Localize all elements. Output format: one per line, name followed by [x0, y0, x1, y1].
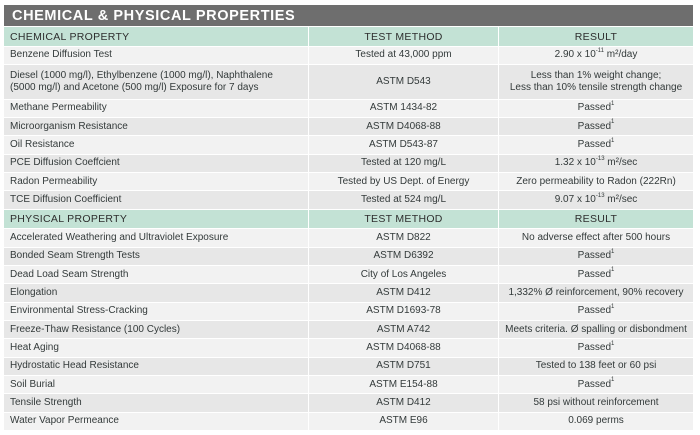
method-cell: ASTM E154-88	[309, 375, 499, 393]
property-text: Water Vapor Permeance	[10, 415, 119, 427]
property-text: Methane Permeability	[10, 102, 107, 114]
table-row	[4, 154, 694, 172]
page-title: CHEMICAL & PHYSICAL PROPERTIES	[4, 5, 694, 27]
physical-result-column-header: RESULT	[499, 209, 694, 228]
result-cell	[499, 136, 694, 154]
method-cell: ASTM D543-87	[309, 136, 499, 154]
table-row	[4, 339, 694, 357]
property-text: Radon Permeability	[10, 175, 98, 187]
table-row	[4, 173, 694, 191]
result-text: Less than 1% weight change;	[530, 69, 662, 81]
property-cell	[4, 65, 309, 100]
footnote-marker: 1	[611, 101, 615, 108]
table-row	[4, 375, 694, 393]
table-row	[4, 118, 694, 136]
result-cell	[499, 191, 694, 209]
property-text: PCE Diffusion Coeffcient	[10, 157, 120, 169]
property-cell	[4, 99, 309, 117]
result-text: Passed	[577, 250, 612, 262]
physical-header-row	[4, 209, 694, 228]
property-text: Dead Load Seam Strength	[10, 268, 129, 280]
property-cell	[4, 375, 309, 393]
table-row	[4, 46, 694, 64]
result-text: Passed	[577, 305, 612, 317]
result-cell	[499, 412, 694, 430]
footnote-marker: 1	[611, 303, 615, 310]
result-text: 0.069 perms	[568, 415, 624, 427]
footnote-marker: 1	[611, 248, 615, 255]
result-text: 1.32 x 10	[554, 157, 596, 169]
physical-property-column-header: PHYSICAL PROPERTY	[4, 209, 309, 228]
method-cell: City of Los Angeles	[309, 265, 499, 283]
method-cell: ASTM 1434-82	[309, 99, 499, 117]
chemical-method-column-header: TEST METHOD	[309, 27, 499, 46]
footnote-marker: 1	[611, 119, 615, 126]
property-text: Microorganism Resistance	[10, 120, 128, 132]
property-text: Bonded Seam Strength Tests	[10, 250, 140, 262]
property-cell	[4, 46, 309, 64]
result-text: Passed	[577, 102, 612, 114]
table-row	[4, 247, 694, 265]
result-unit: m²/sec	[604, 194, 638, 206]
table-row	[4, 265, 694, 283]
physical-method-column-header: TEST METHOD	[309, 209, 499, 228]
property-cell	[4, 247, 309, 265]
property-cell	[4, 320, 309, 338]
result-exponent: -13	[595, 156, 605, 163]
result-cell	[499, 229, 694, 247]
result-cell	[499, 302, 694, 320]
result-unit: m²/day	[604, 49, 638, 61]
table-row	[4, 136, 694, 154]
result-text-line2: Less than 10% tensile strength change	[509, 81, 683, 93]
table-row	[4, 229, 694, 247]
table-row	[4, 284, 694, 302]
property-text: TCE Diffusion Coefficient	[10, 194, 122, 206]
table-row	[4, 320, 694, 338]
result-text: No adverse effect after 500 hours	[521, 231, 671, 243]
result-cell	[499, 394, 694, 412]
property-cell	[4, 394, 309, 412]
result-cell	[499, 173, 694, 191]
property-cell	[4, 357, 309, 375]
property-cell	[4, 339, 309, 357]
method-cell: ASTM D751	[309, 357, 499, 375]
property-text: Accelerated Weathering and Ultraviolet Exposure	[10, 231, 229, 243]
method-cell: ASTM D1693-78	[309, 302, 499, 320]
method-cell: ASTM D412	[309, 284, 499, 302]
method-cell: Tested by US Dept. of Energy	[309, 173, 499, 191]
result-text: 58 psi without reinforcement	[533, 396, 659, 408]
method-cell: ASTM D4068-88	[309, 118, 499, 136]
property-cell	[4, 284, 309, 302]
footnote-marker: 1	[611, 377, 615, 384]
result-text: 1,332% Ø reinforcement, 90% recovery	[508, 286, 684, 298]
method-cell: ASTM D822	[309, 229, 499, 247]
result-cell	[499, 339, 694, 357]
method-cell: Tested at 120 mg/L	[309, 154, 499, 172]
result-cell	[499, 284, 694, 302]
footnote-marker: 1	[611, 137, 615, 144]
result-exponent: -13	[595, 192, 605, 199]
table-row	[4, 65, 694, 100]
property-text-line2: (5000 mg/l) and Acetone (500 mg/l) Exposure for 7 days	[10, 81, 259, 93]
table-row	[4, 302, 694, 320]
result-cell	[499, 375, 694, 393]
chemical-property-column-header: CHEMICAL PROPERTY	[4, 27, 309, 46]
method-cell: ASTM D6392	[309, 247, 499, 265]
property-cell	[4, 173, 309, 191]
method-cell: ASTM D412	[309, 394, 499, 412]
property-cell	[4, 229, 309, 247]
result-cell	[499, 118, 694, 136]
table-row	[4, 99, 694, 117]
property-text: Benzene Diffusion Test	[10, 49, 112, 61]
footnote-marker: 1	[611, 267, 615, 274]
property-text: Oil Resistance	[10, 139, 75, 151]
result-text: Zero permeability to Radon (222Rn)	[516, 175, 676, 187]
result-cell	[499, 357, 694, 375]
result-text: Passed	[577, 120, 612, 132]
table-row	[4, 394, 694, 412]
footnote-marker: 1	[611, 340, 615, 347]
property-cell	[4, 118, 309, 136]
result-text: Tested to 138 feet or 60 psi	[535, 360, 657, 372]
result-text: Passed	[577, 341, 612, 353]
title-banner	[4, 5, 694, 27]
method-cell: ASTM A742	[309, 320, 499, 338]
result-cell	[499, 265, 694, 283]
property-cell	[4, 302, 309, 320]
method-cell: ASTM E96	[309, 412, 499, 430]
result-cell	[499, 65, 694, 100]
method-cell: Tested at 43,000 ppm	[309, 46, 499, 64]
result-cell	[499, 247, 694, 265]
property-cell	[4, 265, 309, 283]
property-cell	[4, 154, 309, 172]
result-cell	[499, 46, 694, 64]
method-cell: Tested at 524 mg/L	[309, 191, 499, 209]
method-cell: ASTM D4068-88	[309, 339, 499, 357]
property-text: Soil Burial	[10, 378, 56, 390]
result-text: Passed	[577, 268, 612, 280]
property-text: Tensile Strength	[10, 396, 82, 408]
table-row	[4, 357, 694, 375]
property-text: Hydrostatic Head Resistance	[10, 360, 139, 372]
result-text: 9.07 x 10	[554, 194, 596, 206]
result-text: Passed	[577, 139, 612, 151]
chemical-header-row	[4, 27, 694, 46]
property-cell	[4, 136, 309, 154]
result-text: Meets criteria. Ø spalling or disbondment	[505, 323, 687, 335]
chemical-result-column-header: RESULT	[499, 27, 694, 46]
properties-table	[3, 4, 694, 431]
method-cell: ASTM D543	[309, 65, 499, 100]
property-text: Environmental Stress-Cracking	[10, 305, 148, 317]
property-cell	[4, 191, 309, 209]
result-unit: m²/sec	[604, 157, 638, 169]
table-row	[4, 412, 694, 430]
result-text: 2.90 x 10	[554, 49, 596, 61]
table-row	[4, 191, 694, 209]
result-cell	[499, 99, 694, 117]
property-cell	[4, 412, 309, 430]
result-exponent: -11	[595, 48, 605, 55]
result-cell	[499, 320, 694, 338]
result-cell	[499, 154, 694, 172]
property-text: Heat Aging	[10, 341, 59, 353]
property-text: Freeze-Thaw Resistance (100 Cycles)	[10, 323, 181, 335]
property-text: Diesel (1000 mg/l), Ethylbenzene (1000 mg/l), Naphthalene	[10, 69, 273, 81]
property-text: Elongation	[10, 286, 58, 298]
result-text: Passed	[577, 378, 612, 390]
